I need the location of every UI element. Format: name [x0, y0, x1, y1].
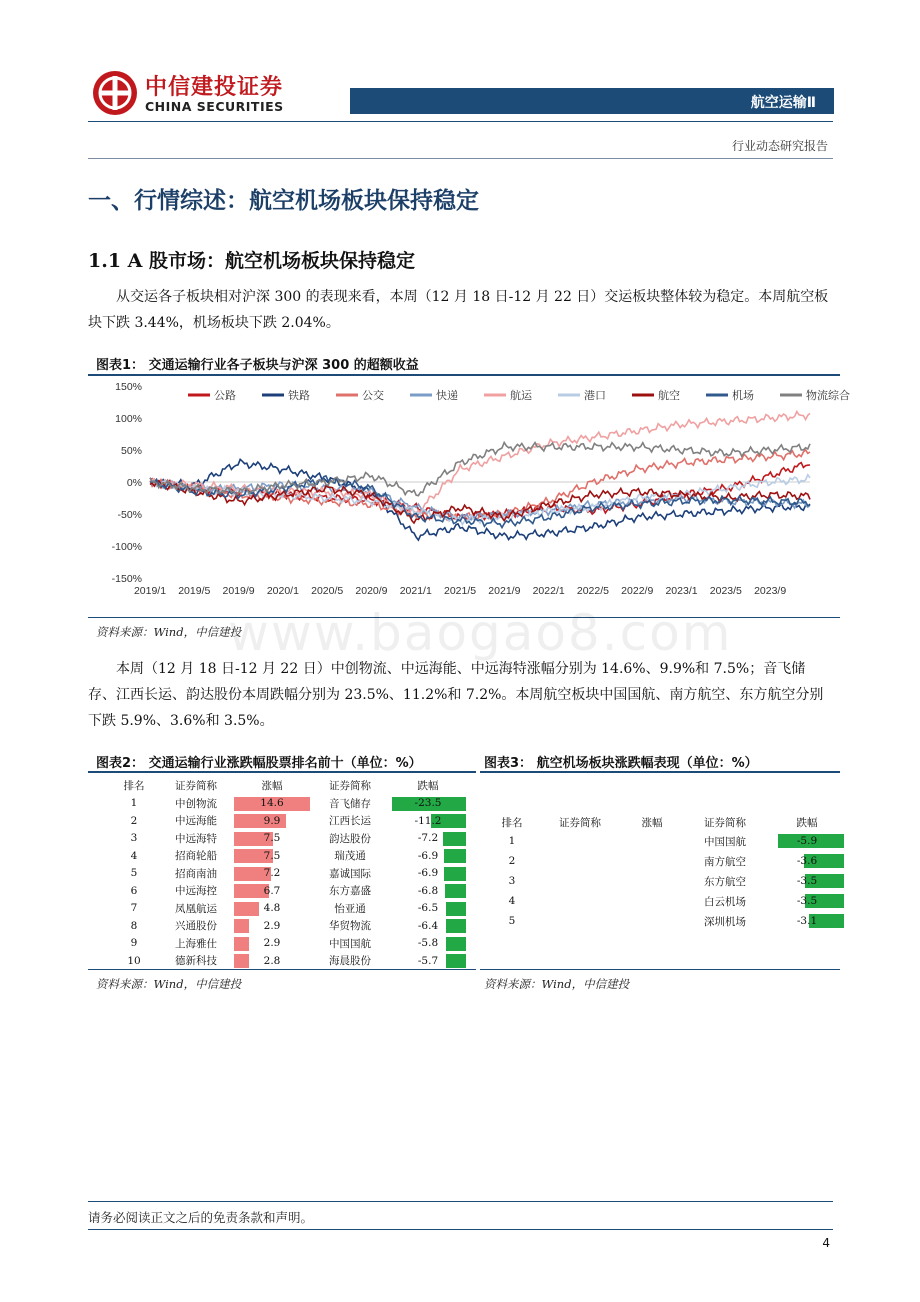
- watermark: www.baogao8.com: [228, 604, 733, 662]
- up-value: 2.8: [263, 954, 281, 967]
- x-tick-label: 2023/9: [754, 585, 787, 597]
- down-value: -11.2: [414, 814, 442, 827]
- down-value-cell: [390, 830, 466, 848]
- rank-cell: 4: [130, 849, 138, 862]
- figure1-title: 图表1： 交通运输行业各子板块与沪深 300 的超额收益: [96, 358, 419, 373]
- legend-label: 港口: [584, 389, 606, 402]
- rank-cell: 2: [130, 814, 138, 827]
- legend-label: 航运: [510, 389, 532, 402]
- up-value: 7.2: [263, 867, 281, 880]
- down-value-cell: [390, 900, 466, 918]
- up-value: 9.9: [263, 814, 281, 827]
- rank-cell: 7: [130, 902, 138, 915]
- paragraph-2: 本周（12 月 18 日-12 月 22 日）中创物流、中远海能、中远海特涨幅分别为 14.6%、9.9%和 7.5%；音飞储存、江西长运、韵达股份本周跌幅分别为 23.5%、11.2%和 7.2%。本周航空板块中国国航、南方航空、东方航空分别下跌 5.9%、3.6%和 3.5%。: [88, 661, 824, 729]
- down-bar: [445, 884, 466, 898]
- table-row: [110, 882, 466, 900]
- rank-cell: 10: [127, 954, 141, 967]
- down-value: -5.7: [417, 954, 439, 967]
- up-value-cell: [234, 865, 310, 883]
- table-row: [110, 900, 466, 918]
- legend-label: 物流综合: [806, 389, 850, 402]
- up-value-cell: [234, 847, 310, 865]
- down-name-cell: 怡亚通: [334, 902, 366, 915]
- down-name-cell: 东方嘉盛: [329, 885, 371, 898]
- x-tick-label: 2020/9: [355, 585, 388, 597]
- company-name-cn: 中信建投证券: [145, 75, 284, 100]
- x-tick-label: 2021/9: [488, 585, 521, 597]
- th-up: 涨幅: [261, 780, 283, 793]
- down-value: -6.4: [417, 919, 439, 932]
- x-tick-label: 2022/1: [532, 585, 565, 597]
- y-tick-label: -100%: [111, 541, 142, 553]
- figure3-table: [488, 813, 844, 931]
- legend-label: 机场: [732, 389, 754, 402]
- rank-cell: 4: [508, 895, 516, 907]
- sector-label: 航空运输Ⅱ: [750, 95, 816, 111]
- down-value-cell: [390, 847, 466, 865]
- x-tick-label: 2023/5: [709, 585, 742, 597]
- down-name-cell: 韵达股份: [329, 832, 371, 845]
- x-tick-label: 2019/1: [133, 585, 167, 597]
- up-name-cell: 中远海控: [175, 885, 217, 898]
- table-row: [110, 865, 466, 883]
- series-line-机场: [150, 476, 810, 528]
- th-up: 涨幅: [641, 816, 663, 829]
- y-tick-label: 150%: [115, 381, 142, 393]
- down-value-cell: [390, 795, 466, 813]
- up-name-cell: [536, 851, 624, 871]
- y-tick-label: -150%: [111, 573, 142, 585]
- down-value-cell: [390, 812, 466, 830]
- figure3-source: 资料来源：Wind，中信建投: [484, 977, 630, 991]
- company-logo-icon: [92, 70, 138, 116]
- up-name-cell: [536, 911, 624, 931]
- up-bar: [234, 937, 249, 951]
- down-value-cell: [390, 882, 466, 900]
- up-name-cell: 兴通股份: [175, 920, 217, 933]
- figure2-rule: [88, 771, 476, 773]
- rank-cell: 2: [508, 855, 516, 867]
- up-value: 4.8: [263, 902, 281, 915]
- down-name-cell: 深圳机场: [704, 915, 746, 928]
- down-name-cell: 南方航空: [704, 855, 746, 868]
- table-row: [110, 795, 466, 813]
- y-tick-label: -50%: [117, 509, 142, 521]
- up-value-cell: [234, 900, 310, 918]
- up-value-cell: [624, 831, 680, 851]
- down-value: -3.5: [796, 875, 818, 887]
- rank-cell: 5: [508, 915, 516, 927]
- rank-cell: 5: [130, 867, 138, 880]
- up-value-cell: [234, 935, 310, 953]
- down-value: -5.8: [417, 937, 439, 950]
- th-up-name: 证券简称: [559, 816, 601, 829]
- down-value: -23.5: [414, 797, 442, 810]
- down-value-cell: [770, 871, 844, 891]
- company-name-en: CHINA SECURITIES: [145, 99, 284, 114]
- up-value-cell: [234, 830, 310, 848]
- legend-label: 航空: [658, 389, 680, 402]
- rank-cell: 3: [130, 832, 138, 845]
- figure2-source: 资料来源：Wind，中信建投: [96, 977, 242, 991]
- table-row: [488, 851, 844, 871]
- x-tick-label: 2022/5: [576, 585, 610, 597]
- down-name-cell: 嘉诚国际: [329, 867, 371, 880]
- figure3-rule: [480, 771, 840, 773]
- up-value-cell: [624, 871, 680, 891]
- up-name-cell: 中远海能: [175, 815, 217, 828]
- x-tick-label: 2020/1: [266, 585, 299, 597]
- down-value-cell: [390, 952, 466, 970]
- up-value: 14.6: [260, 797, 284, 810]
- x-tick-label: 2019/9: [222, 585, 255, 597]
- y-tick-label: 100%: [115, 413, 142, 425]
- table-header: [488, 813, 844, 831]
- up-name-cell: [536, 891, 624, 911]
- table-header: [110, 777, 466, 795]
- figure3-bottom-rule: [480, 969, 840, 970]
- table-row: [110, 847, 466, 865]
- down-name-cell: 中国国航: [329, 937, 371, 950]
- up-name-cell: 招商南油: [175, 867, 217, 880]
- down-value: -6.9: [417, 867, 439, 880]
- up-name-cell: 中远海特: [175, 832, 217, 845]
- down-value: -6.5: [417, 902, 439, 915]
- down-value: -3.6: [796, 855, 818, 867]
- figure1-chart: [88, 378, 850, 600]
- up-value-cell: [624, 851, 680, 871]
- figure1-rule: [88, 374, 840, 376]
- up-value-cell: [234, 882, 310, 900]
- paragraph-1: 从交运各子板块相对沪深 300 的表现来看，本周（12 月 18 日-12 月 22 日）交运板块整体较为稳定。本周航空板块下跌 3.44%，机场板块下跌 2.04%。: [88, 289, 829, 331]
- up-value-cell: [624, 911, 680, 931]
- up-name-cell: 上海雅仕: [175, 937, 217, 950]
- down-name-cell: 中国国航: [704, 835, 746, 848]
- figure2-bottom-rule: [88, 969, 476, 970]
- up-value-cell: [234, 952, 310, 970]
- header-rule: [88, 121, 833, 122]
- th-up-name: 证券简称: [175, 780, 217, 793]
- table-row: [488, 891, 844, 911]
- up-value: 2.9: [263, 919, 281, 932]
- footer-rule: [88, 1201, 833, 1202]
- x-tick-label: 2019/5: [178, 585, 211, 597]
- down-value: -3.5: [796, 895, 818, 907]
- rank-cell: 9: [130, 937, 138, 950]
- footer-disclaimer: 请务必阅读正文之后的免责条款和声明。: [88, 1210, 314, 1225]
- up-value: 7.5: [263, 849, 281, 862]
- legend-label: 公路: [214, 389, 236, 402]
- table-row: [488, 871, 844, 891]
- down-bar: [446, 937, 466, 951]
- figure3-title: 图表3： 航空机场板块涨跌幅表现（单位：%）: [484, 756, 758, 771]
- down-value: -6.9: [417, 849, 439, 862]
- table-row: [110, 830, 466, 848]
- up-name-cell: 凤凰航运: [175, 902, 217, 915]
- up-bar: [234, 919, 249, 933]
- down-value-cell: [770, 891, 844, 911]
- legend-label: 铁路: [288, 389, 310, 402]
- x-tick-label: 2021/1: [399, 585, 432, 597]
- th-down: 跌幅: [796, 816, 818, 829]
- up-name-cell: [536, 871, 624, 891]
- legend-label: 快递: [436, 389, 458, 402]
- down-name-cell: 江西长运: [329, 815, 371, 828]
- up-value-cell: [234, 917, 310, 935]
- up-bar: [234, 954, 249, 968]
- x-tick-label: 2022/9: [621, 585, 654, 597]
- y-tick-label: 0%: [126, 477, 142, 489]
- rank-cell: 1: [508, 835, 516, 847]
- down-value-cell: [770, 831, 844, 851]
- th-down-name: 证券简称: [704, 816, 746, 829]
- sector-banner: [350, 88, 834, 114]
- page-number: 4: [822, 1236, 830, 1250]
- up-value: 2.9: [263, 937, 281, 950]
- up-value: 6.7: [263, 884, 281, 897]
- rank-cell: 1: [130, 797, 138, 810]
- table-row: [110, 917, 466, 935]
- down-bar: [444, 849, 466, 863]
- rank-cell: 3: [508, 875, 516, 887]
- table-row: [488, 911, 844, 931]
- up-value: 7.5: [263, 832, 281, 845]
- down-name-cell: 华贸物流: [329, 920, 371, 933]
- down-value: -6.8: [417, 884, 439, 897]
- figure2-title: 图表2： 交通运输行业涨跌幅股票排名前十（单位：%）: [96, 756, 422, 771]
- up-bar: [234, 902, 259, 916]
- header-rule-2: [88, 158, 833, 159]
- down-value-cell: [390, 935, 466, 953]
- legend-label: 公交: [362, 389, 384, 402]
- th-rank: 排名: [501, 816, 523, 829]
- down-value-cell: [390, 865, 466, 883]
- table-row: [110, 952, 466, 970]
- table-row: [488, 831, 844, 851]
- up-name-cell: 招商轮船: [175, 850, 217, 863]
- table-row: [110, 935, 466, 953]
- rank-cell: 6: [130, 884, 138, 897]
- x-tick-label: 2020/5: [311, 585, 344, 597]
- down-value: -7.2: [417, 832, 439, 845]
- down-name-cell: 白云机场: [704, 895, 746, 908]
- th-rank: 排名: [123, 780, 145, 793]
- x-tick-label: 2021/5: [444, 585, 477, 597]
- up-value-cell: [234, 812, 310, 830]
- th-down-name: 证券简称: [329, 780, 371, 793]
- figure2-table: [110, 777, 466, 970]
- figure1-source: 资料来源：Wind，中信建投: [96, 625, 242, 639]
- section-title: 一、行情综述：航空机场板块保持稳定: [88, 188, 479, 214]
- down-value: -3.1: [796, 915, 818, 927]
- up-name-cell: 德新科技: [175, 955, 217, 968]
- down-name-cell: 东方航空: [704, 875, 746, 888]
- down-bar: [444, 867, 466, 881]
- down-name-cell: 瑞茂通: [334, 850, 366, 863]
- down-name-cell: 海晨股份: [329, 955, 371, 968]
- down-bar: [443, 832, 466, 846]
- up-name-cell: [536, 831, 624, 851]
- down-name-cell: 音飞储存: [329, 797, 371, 810]
- up-value-cell: [234, 795, 310, 813]
- th-down: 跌幅: [417, 780, 439, 793]
- x-tick-label: 2023/1: [665, 585, 698, 597]
- down-bar: [446, 954, 466, 968]
- down-value: -5.9: [796, 835, 818, 847]
- footer-rule-2: [88, 1229, 833, 1230]
- report-type: 行业动态研究报告: [731, 139, 828, 153]
- down-bar: [446, 919, 466, 933]
- subsection-title: 1.1 A 股市场：航空机场板块保持稳定: [88, 250, 416, 272]
- table-row: [110, 812, 466, 830]
- down-value-cell: [770, 851, 844, 871]
- y-tick-label: 50%: [120, 445, 142, 457]
- rank-cell: 8: [130, 919, 138, 932]
- down-bar: [446, 902, 466, 916]
- down-value-cell: [770, 911, 844, 931]
- up-value-cell: [624, 891, 680, 911]
- up-name-cell: 中创物流: [175, 797, 217, 810]
- down-value-cell: [390, 917, 466, 935]
